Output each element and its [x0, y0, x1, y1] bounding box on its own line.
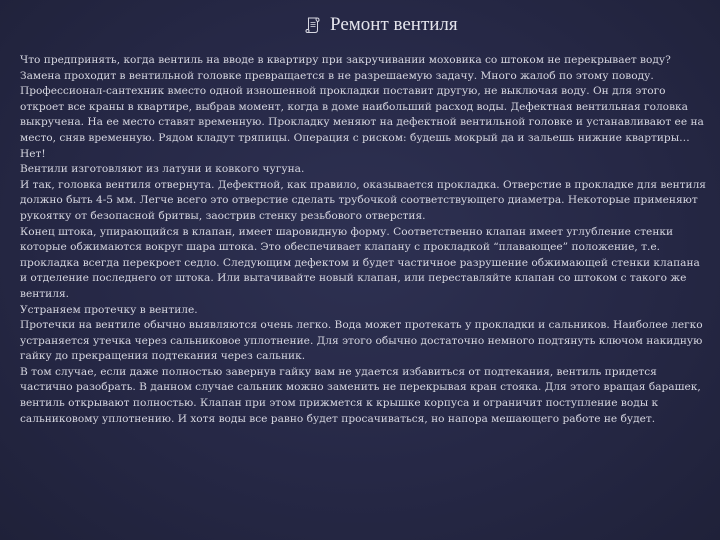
- title-row: [0, 12, 720, 42]
- scroll-icon: [305, 16, 321, 34]
- paragraph: Конец штока, упирающийся в клапан, имеет шаровидную форму. Соответственно клапан имеет углубление стенки которые обжимаются вокруг шара штока. Это обеспечивает клапану с прокладкой “плавающее” положение, т.е. прокладка всегда перекроет седло. Следующим дефектом и будет частичное разрушение обжимающей стенки клапана и отделение последнего от штока. Или вытачивайте новый клапан, или переставляйте клапан со штоком с такого же вентиля.: [20, 225, 700, 300]
- body-text: [20, 53, 710, 427]
- paragraph: Устраняем протечку в вентиле.: [20, 303, 198, 316]
- paragraph: И так, головка вентиля отвернута. Дефектной, как правило, оказывается прокладка. Отверстие в прокладке для вентиля должно быть 4-5 мм. Легче всего это отверстие сделать трубочкой соответствующего диаметра. Некоторые применяют рукоятку от безопасной бритвы, заострив стенку резьбового отверстия.: [20, 178, 706, 222]
- paragraph: Вентили изготовляют из латуни и ковкого чугуна.: [20, 163, 305, 176]
- paragraph: Протечки на вентиле обычно выявляются очень легко. Вода может протекать у прокладки и сальников. Наиболее легко устраняется утечка через сальниковое уплотнение. Для этого обычно достаточно немного подтянуть ключом накидную гайку до прекращения подтекания через сальник.: [20, 319, 703, 363]
- paragraph: Что предпринять, когда вентиль на вводе в квартиру при закручивании моховика со штоком не перекрывает воду? Замена проходит в вентильной головке превращается в не разрешаемую задачу. Много жалоб по этому поводу. Профессионал-сантехник вместо одной изношенной прокладки поставит другую, не выключая воду. Он для этого откроет все краны в квартире, выбрав момент, когда в доме наибольший расход воды. Дефектная вентильная головка выкручена. На ее место ставят временную. Прокладку меняют на дефектной вентильной головке и устанавливают ее на место, сняв временную. Рядом кладут тряпицы. Операция с риском: будешь мокрый да и зальешь нижние квартиры… Нет!: [20, 54, 704, 160]
- paragraph: В том случае, если даже полностью завернув гайку вам не удается избавиться от подтекания, вентиль придется частично разобрать. В данном случае сальник можно заменить не перекрывая кран стояка. Для этого вращая барашек, вентиль открывают полностью. Клапан при этом прижмется к крышке корпуса и ограничит поступление воды к сальниковому уплотнению. И хотя воды все равно будет просачиваться, но напора мешающего работе не будет.: [20, 365, 701, 425]
- slide-title: Ремонт вентиля: [330, 14, 458, 35]
